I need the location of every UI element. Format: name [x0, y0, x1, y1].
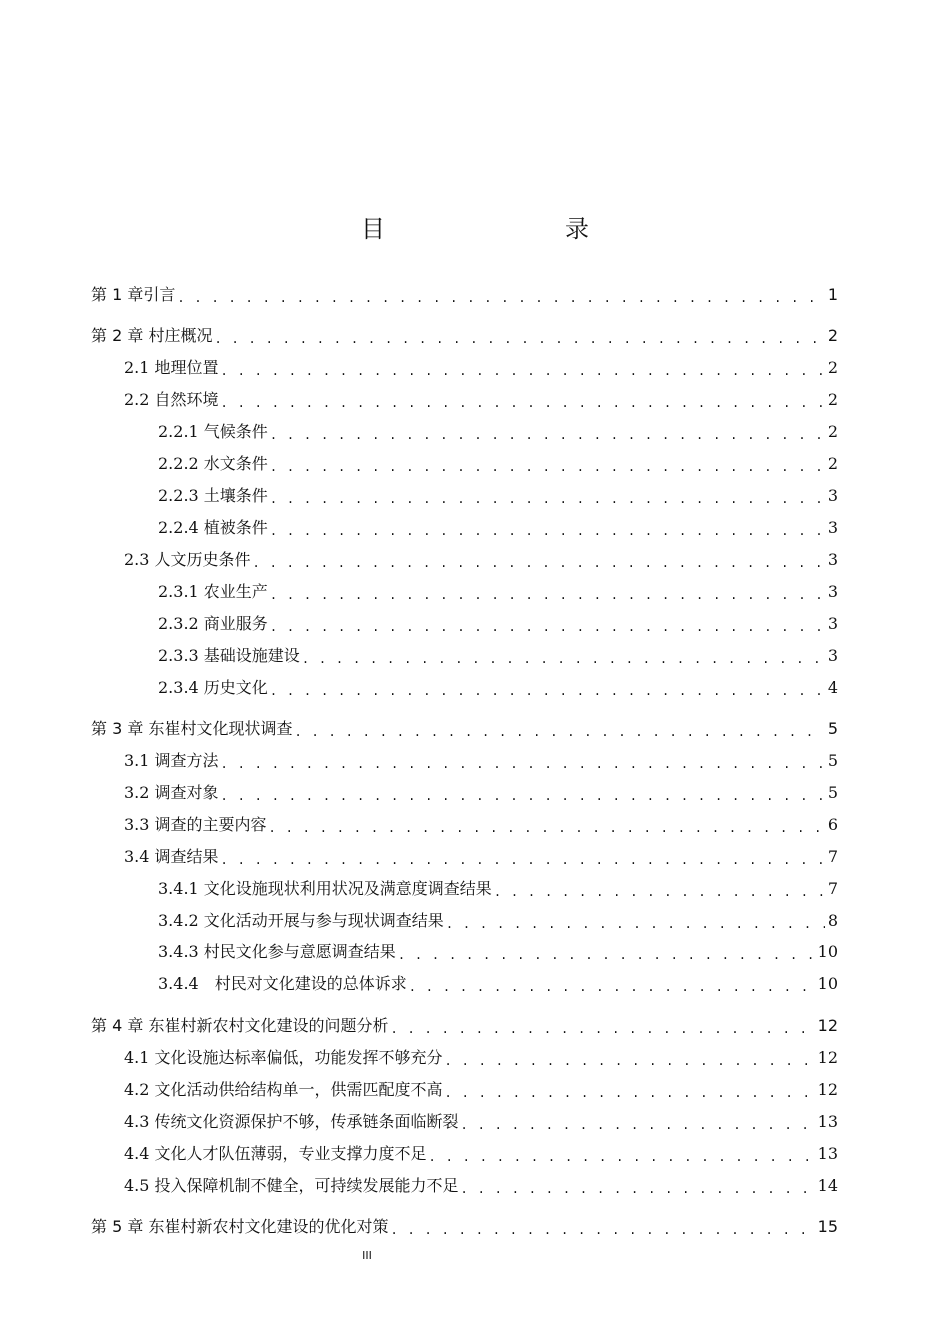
- toc-entry-label: 第 4 章 东崔村新农村文化建设的问题分析: [91, 1016, 389, 1035]
- toc-entry[interactable]: [158, 675, 838, 699]
- toc-entry-label: 2.3.3 基础设施建设: [158, 646, 300, 665]
- dot-leader: [221, 357, 825, 379]
- toc-entry[interactable]: [158, 579, 838, 603]
- toc-entry[interactable]: [124, 1173, 838, 1197]
- toc-entry-page: 10: [817, 942, 838, 961]
- toc-entry-label: 3.4.3 村民文化参与意愿调查结果: [158, 942, 396, 961]
- dot-leader: [270, 485, 825, 507]
- dot-leader: [221, 782, 825, 804]
- toc-entry-page: 5: [827, 751, 838, 770]
- toc-entry[interactable]: [158, 611, 838, 635]
- toc-entry[interactable]: [124, 748, 838, 772]
- dot-leader: [253, 549, 825, 571]
- dot-leader: [429, 1143, 815, 1165]
- toc-entry[interactable]: [158, 876, 838, 900]
- toc-entry-page: 3: [827, 646, 838, 665]
- dot-leader: [270, 581, 825, 603]
- toc-entry[interactable]: [158, 483, 838, 507]
- toc-entry[interactable]: [124, 780, 838, 804]
- toc-entry[interactable]: [91, 716, 838, 740]
- toc-entry-page: 3: [827, 614, 838, 633]
- dot-leader: [270, 421, 825, 443]
- toc-entry-label: 3.4.2 文化活动开展与参与现状调查结果: [158, 911, 444, 930]
- toc-entry-label: 2.3.1 农业生产: [158, 582, 268, 601]
- toc-entry-label: 4.5 投入保障机制不健全，可持续发展能力不足: [124, 1176, 459, 1195]
- toc-entry-page: 2: [827, 358, 838, 377]
- page-number-footer: III: [362, 1249, 372, 1262]
- dot-leader: [302, 645, 825, 667]
- toc-entry[interactable]: [158, 451, 838, 475]
- toc-entry-page: 2: [827, 454, 838, 473]
- dot-leader: [446, 910, 825, 932]
- toc-entry-label: 4.1 文化设施达标率偏低，功能发挥不够充分: [124, 1048, 443, 1067]
- toc-entry-label: 2.2.3 土壤条件: [158, 486, 268, 505]
- dot-leader: [269, 814, 825, 836]
- toc-entry-label: 第 2 章 村庄概况: [91, 326, 213, 345]
- dot-leader: [214, 325, 824, 347]
- dot-leader: [221, 750, 825, 772]
- toc-entry-label: 3.4.4 村民对文化建设的总体诉求: [158, 974, 407, 993]
- toc-entry[interactable]: [124, 812, 838, 836]
- toc-entry-page: 3: [827, 550, 838, 569]
- toc-entry-page: 6: [827, 815, 838, 834]
- toc-entry-label: 3.2 调查对象: [124, 783, 219, 802]
- dot-leader: [445, 1079, 815, 1101]
- toc-entry-page: 13: [817, 1112, 838, 1131]
- toc-entry-page: 3: [827, 582, 838, 601]
- dot-leader: [294, 718, 824, 740]
- toc-entry[interactable]: [91, 1013, 838, 1037]
- toc-entry[interactable]: [158, 939, 838, 963]
- toc-entry-page: 10: [817, 974, 838, 993]
- dot-leader: [461, 1175, 815, 1197]
- dot-leader: [461, 1111, 815, 1133]
- toc-entry-label: 第 3 章 东崔村文化现状调查: [91, 719, 293, 738]
- toc-entry-label: 2.2.1 气候条件: [158, 422, 268, 441]
- toc-entry-label: 2.2.4 植被条件: [158, 518, 268, 537]
- toc-entry-page: 2: [827, 326, 838, 345]
- dot-leader: [445, 1047, 815, 1069]
- dot-leader: [177, 284, 824, 306]
- toc-entry-page: 3: [827, 518, 838, 537]
- dot-leader: [398, 941, 815, 963]
- toc-entry[interactable]: [158, 971, 838, 995]
- toc-entry[interactable]: [158, 908, 838, 932]
- toc-entry-page: 7: [827, 847, 838, 866]
- toc-entry-page: 13: [817, 1144, 838, 1163]
- toc-entry-label: 2.2 自然环境: [124, 390, 219, 409]
- toc-entry-label: 3.3 调查的主要内容: [124, 815, 267, 834]
- toc-entry-page: 12: [817, 1016, 838, 1035]
- toc-entry-page: 4: [827, 678, 838, 697]
- toc-entry[interactable]: [124, 1045, 838, 1069]
- toc-entry-label: 4.3 传统文化资源保护不够，传承链条面临断裂: [124, 1112, 459, 1131]
- toc-entry-page: 15: [817, 1217, 838, 1236]
- toc-entry[interactable]: [124, 547, 838, 571]
- toc-entry-label: 4.4 文化人才队伍薄弱，专业支撑力度不足: [124, 1144, 427, 1163]
- toc-entry-page: 12: [817, 1080, 838, 1099]
- toc-entry[interactable]: [124, 1109, 838, 1133]
- toc-entry-page: 3: [827, 486, 838, 505]
- toc-entry[interactable]: [124, 1141, 838, 1165]
- dot-leader: [221, 389, 825, 411]
- toc-entry[interactable]: [124, 844, 838, 868]
- toc-entry[interactable]: [124, 355, 838, 379]
- toc-entry-page: 1: [827, 285, 838, 304]
- toc-entry-label: 3.4.1 文化设施现状利用状况及满意度调查结果: [158, 879, 492, 898]
- dot-leader: [270, 517, 825, 539]
- toc-entry-label: 2.3 人文历史条件: [124, 550, 251, 569]
- toc-entry-label: 3.4 调查结果: [124, 847, 219, 866]
- dot-leader: [221, 846, 825, 868]
- toc-entry[interactable]: [158, 515, 838, 539]
- toc-entry-page: 7: [827, 879, 838, 898]
- dot-leader: [409, 973, 815, 995]
- toc-entry-label: 第 5 章 东崔村新农村文化建设的优化对策: [91, 1217, 389, 1236]
- toc-entry-label: 2.3.2 商业服务: [158, 614, 268, 633]
- toc-entry-page: 2: [827, 422, 838, 441]
- toc-entry-page: 5: [827, 719, 838, 738]
- dot-leader: [390, 1216, 814, 1238]
- toc-entry[interactable]: [91, 323, 838, 347]
- toc-entry[interactable]: [158, 643, 838, 667]
- toc-entry[interactable]: [124, 387, 838, 411]
- toc-entry-page: 5: [827, 783, 838, 802]
- toc-entry-page: 2: [827, 390, 838, 409]
- dot-leader: [390, 1015, 814, 1037]
- toc-entry[interactable]: [158, 419, 838, 443]
- dot-leader: [270, 677, 825, 699]
- toc-entry-label: 第 1 章引言: [91, 285, 176, 304]
- toc-entry-label: 2.1 地理位置: [124, 358, 219, 377]
- toc-entry-page: 12: [817, 1048, 838, 1067]
- toc-entry-label: 4.2 文化活动供给结构单一，供需匹配度不高: [124, 1080, 443, 1099]
- toc-title: 目 录: [361, 215, 633, 243]
- toc-entry[interactable]: [91, 1214, 838, 1238]
- dot-leader: [494, 878, 825, 900]
- toc-entry-label: 3.1 调查方法: [124, 751, 219, 770]
- dot-leader: [270, 453, 825, 475]
- toc-entry-page: 14: [817, 1176, 838, 1195]
- toc-entry-label: 2.2.2 水文条件: [158, 454, 268, 473]
- toc-entry[interactable]: [124, 1077, 838, 1101]
- toc-entry-label: 2.3.4 历史文化: [158, 678, 268, 697]
- dot-leader: [270, 613, 825, 635]
- toc-entry[interactable]: [91, 282, 838, 306]
- toc-entry-page: 8: [827, 911, 838, 930]
